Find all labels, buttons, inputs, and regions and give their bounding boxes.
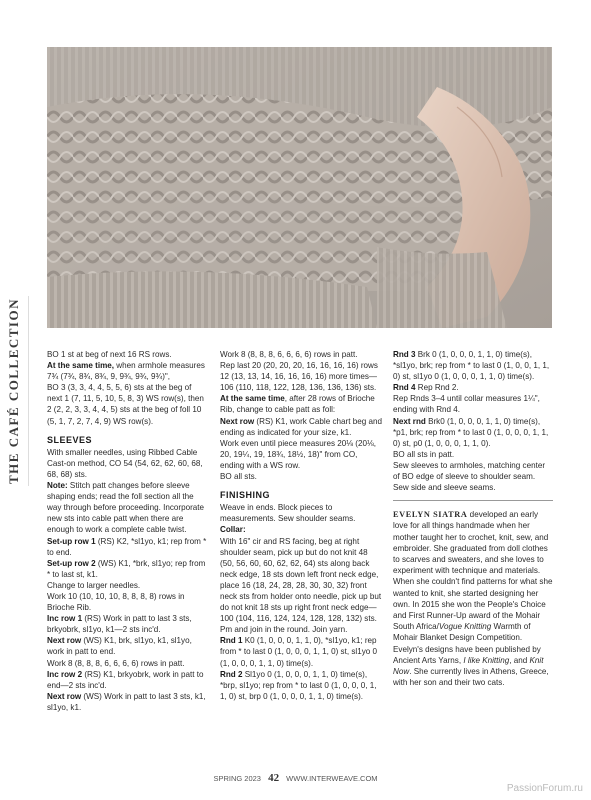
paragraph: Rep Rnds 3–4 until collar measures 1¼", ending with Rnd 4. [393, 394, 540, 415]
paragraph [220, 669, 382, 702]
paragraph [393, 382, 553, 393]
term-label: Next rnd [393, 416, 426, 426]
instruction-text: Rep Rnd 2. [415, 383, 459, 393]
term-label: Set-up row 2 [47, 558, 96, 568]
paragraph: Sew sleeves to armholes, matching center of BO edge of sleeve to shoulder seam. Sew side and sleeve seams. [393, 460, 546, 493]
paragraph [47, 669, 208, 691]
paragraph: Rep last 20 (20, 20, 20, 16, 16, 16, 16) rows 12 (13, 13, 14, 16, 16, 16, 16) more times—106 (110, 118, 122, 128, 136, 136, 136) sts. [220, 361, 378, 393]
instruction-text: (RS) K2, *sl1yo, k1; rep from * to end. [47, 536, 207, 557]
watermark: PassionForum.ru [506, 783, 583, 794]
term-label: Rnd 2 [220, 669, 243, 679]
instruction-text: (RS) Work in patt to last 3 sts, brkyobrk, sl1yo, k1—2 sts inc'd. [47, 614, 192, 635]
bio-publication: Vogue Knitting [438, 622, 492, 632]
instruction-text: Sl1yo 0 (1, 0, 0, 0, 1, 1, 0) time(s), *brp, sl1yo; rep from * to last 0 (1, 0, 0, 0, 1, 1, 0) st, brp 0 (1, 0, 0, 0, 1, 1, 0) time(s). [220, 669, 377, 701]
bio-text: Warmth of Mohair Blanket Design Competition. Evelyn's designs have been published by Ancient Arts Yarns, [393, 622, 541, 665]
paragraph: Work 8 (8, 8, 8, 6, 6, 6, 6) rows in patt. [220, 350, 358, 359]
section-side-tab [0, 296, 29, 486]
term-label: Next row [47, 636, 82, 646]
issue-season: SPRING 2023 [213, 774, 261, 783]
website: WWW.INTERWEAVE.COM [286, 774, 378, 783]
bio-text: developed an early love for all things handmade when her mother taught her to crochet, knit, sew, and embroider. She graduated from doll clothes to scarves and sweaters, and she loves to experiment with technique and materials. When she couldn't find patterns for what she wanted to knit, she started designing her own. In 2015 she won the People's Choice and First Runner-Up award of the Mohair South Africa/ [393, 510, 553, 632]
term-label: At the same time [220, 394, 285, 404]
section-tab-label: THE CAFÉ COLLECTION [6, 298, 21, 484]
paragraph [220, 393, 382, 415]
paragraph: BO 1 st at beg of next 16 RS rows. [47, 350, 172, 359]
instruction-text: (WS) K1, *brk, sl1yo; rep from * to last st, k1. [47, 558, 206, 579]
term-label: Note: [47, 481, 68, 491]
paragraph: Weave in ends. Block pieces to measurements. Sew shoulder seams. [220, 503, 356, 524]
section-heading-finishing: FINISHING [220, 490, 271, 501]
divider [393, 500, 553, 501]
instruction-text: , after 28 rows of Brioche Rib, change to cable patt as foll: [220, 394, 375, 415]
text-column-3 [393, 349, 553, 688]
paragraph [47, 480, 208, 535]
page-number: 42 [268, 772, 280, 784]
paragraph [47, 691, 208, 713]
instruction-text: (RS) K1, work Cable chart beg and ending as indicated for your size, k1. [220, 416, 382, 437]
instruction-text: (WS) K1, brk, sl1yo, k1, sl1yo, work in patt to end. [47, 636, 192, 657]
paragraph [220, 635, 382, 668]
paragraph [47, 360, 208, 382]
instruction-text: Brk0 (1, 0, 0, 0, 1, 1, 0) time(s), *p1, brk; rep from * to last 0 (1, 0, 0, 0, 1, 1, 0) st, p0 (1, 0, 0, 0, 1, 1, 0). [393, 416, 549, 448]
instruction-text: when armhole measures 7¾ (7¾, 8¾, 8¾, 9, 9¾, 9¾, 9¾)", [47, 361, 205, 382]
term-label: Rnd 3 [393, 350, 416, 359]
photo-illustration [47, 47, 552, 328]
instruction-text: (WS) Work in patt to last 3 sts, k1, sl1yo, k1. [47, 691, 206, 712]
paragraph: BO all sts in patt. [393, 449, 455, 459]
paragraph [47, 613, 208, 635]
instruction-text: Brk 0 (1, 0, 0, 0, 1, 1, 0) time(s), *sl1yo, brk; rep from * to last 0 (1, 0, 0, 1, 1, 0) st, sl1yo 0 (1, 0, 0, 0, 1, 1, 0) time(s). [393, 350, 550, 382]
paragraph [393, 416, 553, 449]
paragraph [47, 536, 208, 558]
paragraph [47, 635, 208, 657]
paragraph: Change to larger needles. [47, 580, 141, 590]
instruction-text: Stitch patt changes before sleeve shaping ends; read the foll section all the way through before proceeding. Incorporate new sts into cable patt when there are enough to work a complete cable twist. [47, 481, 205, 535]
paragraph: BO all sts. [220, 472, 257, 482]
paragraph: With smaller needles, using Ribbed Cable Cast-on method, CO 54 (54, 62, 62, 60, 68, 68, 68) sts. [47, 447, 203, 479]
term-label: At the same time, [47, 361, 115, 371]
section-heading-sleeves: SLEEVES [47, 434, 93, 445]
instruction-text: (RS) K1, brkyobrk, work in patt to end—2 sts inc'd. [47, 669, 204, 690]
paragraph: With 16" cir and RS facing, beg at right shoulder seam, pick up but do not knit 48 (50, 56, 60, 60, 62, 62, 64) sts along back neck edge, 18 sts down left front neck edge, place 16 (18, 24, 28, 28, 30, 30, 32) front neck sts from holder onto needle, pick up but do not knit 18 sts up right front neck edge—100 (104, 116, 124, 124, 128, 128, 132) sts. Pm and join in the round. Join yarn. [220, 536, 382, 635]
sweater-photo [47, 47, 552, 328]
term-label: Next row [220, 416, 255, 426]
paragraph: Work 10 (10, 10, 10, 8, 8, 8, 8) rows in Brioche Rib. [47, 591, 185, 613]
paragraph [47, 558, 208, 580]
term-label: Inc row 2 [47, 669, 83, 679]
term-label: Set-up row 1 [47, 536, 96, 546]
text-column-1 [47, 349, 208, 713]
instruction-text: K0 (1, 0, 0, 0, 1, 1, 0), *sl1yo, k1; rep from * to last 0 (1, 0, 0, 0, 1, 1, 0) st, sl1yo 0 (1, 0, 0, 0, 1, 1, 0) time(s). [220, 636, 377, 668]
term-label: Rnd 1 [220, 636, 243, 646]
paragraph: BO 3 (3, 3, 4, 4, 5, 5, 6) sts at the beg of next 1 (7, 11, 5, 10, 5, 8, 3) WS row(s), then 2 (2, 2, 3, 3, 4, 4, 5) sts at the beg of foll 10 (5, 1, 7, 2, 7, 4, 9) WS row(s). [47, 383, 204, 426]
paragraph: Work even until piece measures 20⅛ (20⅛, 20, 19¼, 19, 18¾, 18½, 18)" from CO, ending with a WS row. [220, 438, 376, 470]
term-label: Inc row 1 [47, 614, 83, 624]
subheading-collar: Collar: [220, 525, 246, 535]
term-label: Next row [47, 691, 82, 701]
bio-publication: I like Knitting [463, 655, 510, 665]
text-column-2 [220, 349, 382, 702]
paragraph: Work 8 (8, 8, 8, 6, 6, 6, 6) rows in patt. [47, 658, 185, 668]
page-footer [0, 772, 591, 784]
term-label: Rnd 4 [393, 383, 416, 393]
paragraph [220, 416, 382, 438]
designer-name: EVELYN SIATRA [393, 510, 468, 520]
bio-text: , and [509, 655, 530, 665]
bio-text: . She currently lives in Athens, Greece, with her son and their two cats. [393, 667, 549, 688]
paragraph [393, 349, 553, 382]
bio-publication: Knit Now [393, 655, 544, 677]
designer-bio [393, 509, 553, 688]
